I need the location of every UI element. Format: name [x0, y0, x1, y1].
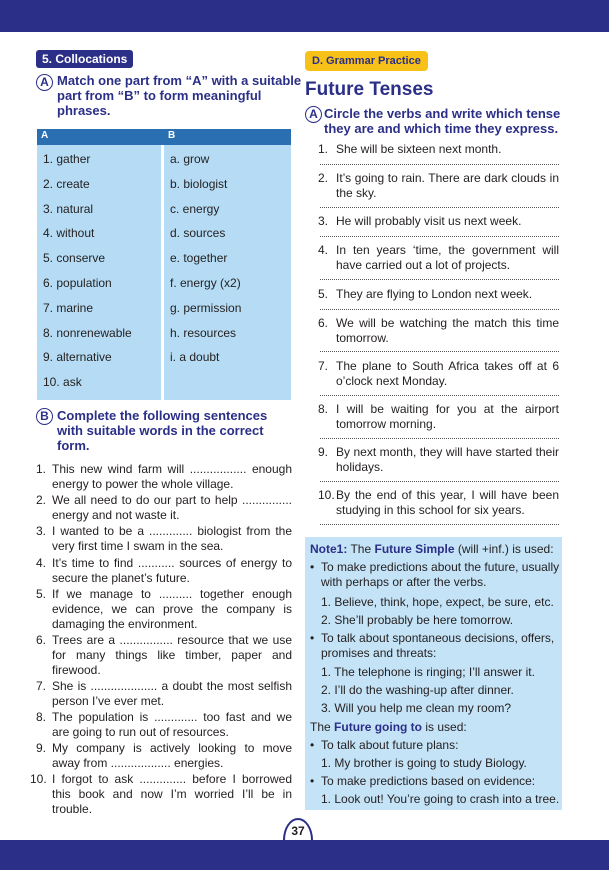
sentence-item — [36, 633, 292, 678]
table-cell-a: 2. create — [43, 176, 90, 191]
sentence-number: 3. — [36, 524, 47, 538]
collocations-label: 5. Collocations — [36, 50, 133, 68]
sentence-number: 10. — [30, 772, 47, 786]
sentence-line: damaging the environment. — [52, 617, 198, 631]
tense-item — [318, 142, 559, 157]
sentence-line: very first time I swam in the sea. — [52, 539, 224, 553]
collocations-table — [37, 129, 291, 400]
tense-item-number: 6. — [318, 316, 329, 330]
tense-item-number: 3. — [318, 214, 329, 228]
tense-item-line: I will be waiting for you at the airport — [336, 402, 559, 416]
page-number: 37 — [291, 824, 305, 838]
sentence-line: It’s time to find ........... sources of energy to — [52, 556, 292, 570]
tense-item-line: studying in this school for six years. — [336, 503, 525, 517]
sentence-line: We all need to do our part to help ............... — [52, 493, 292, 507]
exercise-b-instruction: Complete the following sentences with suitable words in the correct form. — [57, 408, 268, 453]
page-number-tab — [283, 818, 313, 840]
tense-item-line: have carried out a lot of projects. — [336, 258, 511, 272]
sentence-line: for many things like timber, paper and — [52, 648, 292, 662]
column-divider — [161, 145, 164, 400]
fs-example-4: 2. I’ll do the washing-up after dinner. — [321, 683, 514, 697]
table-cell-a: 4. without — [43, 226, 95, 241]
tense-item-number: 9. — [318, 445, 329, 459]
table-cell-b: d. sources — [170, 226, 226, 241]
sentence-line: If we manage to .......... together enough — [52, 587, 292, 601]
sentence-line: energy and not waste it. — [52, 508, 180, 522]
bullet-icon: • — [310, 738, 315, 752]
fs-bullet-2: To talk about spontaneous decisions, offers, promises and threats: — [321, 631, 555, 660]
sentence-item — [36, 741, 292, 771]
sentence-line: Trees are a ................ resource that we use — [52, 633, 292, 647]
bullet-icon: • — [310, 560, 315, 574]
exercise-b-letter: B — [36, 408, 53, 425]
table-cell-a: 1. gather — [43, 152, 91, 166]
going-to-heading: The Future going to is used: — [310, 720, 467, 734]
tense-item-line: We will be watching the match this time — [336, 316, 559, 330]
tense-item-line: The plane to South Africa takes off at 6 — [336, 359, 559, 373]
tense-item-line: By the end of this year, I will have been — [336, 488, 559, 502]
answer-line[interactable] — [320, 309, 559, 310]
answer-line[interactable] — [320, 351, 559, 352]
answer-line[interactable] — [320, 481, 559, 482]
tense-item-line: By next month, they will have started their — [336, 445, 559, 459]
tense-item-line: o’clock next Monday. — [336, 374, 448, 388]
tense-item-line: They are flying to London next week. — [336, 287, 533, 301]
column-b-header: B — [168, 130, 176, 141]
column-a-header: A — [41, 130, 49, 141]
sentence-line: I wanted to be a ............. biologist from the — [52, 524, 292, 538]
sentence-number: 6. — [36, 633, 47, 647]
answer-line[interactable] — [320, 438, 559, 439]
sentence-line: person I’ve ever met. — [52, 694, 165, 708]
tense-item-line: He will probably visit us next week. — [336, 214, 522, 228]
tense-item-number: 8. — [318, 402, 329, 416]
table-header — [37, 129, 291, 145]
tense-item — [318, 402, 559, 432]
answer-line[interactable] — [320, 524, 559, 525]
answer-line[interactable] — [320, 207, 559, 208]
answer-line[interactable] — [320, 279, 559, 280]
sentence-line: This new wind farm will ................. enough — [52, 462, 292, 476]
exercise-a-instruction: Match one part from “A” with a suitable part from “B” to form meaningful phrases. — [57, 73, 302, 118]
table-cell-b: c. energy — [170, 201, 220, 216]
table-cell-a: 5. conserve — [43, 251, 106, 266]
grammar-practice-label: D. Grammar Practice — [305, 51, 428, 71]
tense-item-line: tomorrow. — [336, 331, 389, 345]
table-cell-a: 6. population — [43, 276, 112, 290]
table-cell-a: 8. nonrenewable — [43, 325, 132, 340]
sentence-item — [30, 772, 292, 817]
table-cell-b: a. grow — [170, 152, 210, 166]
sentence-line: The population is ............. too fast and we — [52, 710, 292, 724]
tense-item-line: the sky. — [336, 186, 377, 200]
sentence-item — [36, 587, 292, 632]
fs-bullet-1: To make predictions about the future, usually with perhaps or after the verbs. — [321, 560, 560, 589]
note-box — [305, 537, 562, 810]
tense-item-number: 1. — [318, 142, 329, 156]
sentence-number: 8. — [36, 710, 47, 724]
table-cell-b: h. resources — [170, 325, 237, 340]
answer-line[interactable] — [320, 164, 559, 165]
table-cell-b: g. permission — [170, 300, 242, 315]
tense-item — [318, 171, 559, 201]
fs-example-2: 2. She’ll probably be here tomorrow. — [321, 613, 514, 627]
sentence-item — [36, 556, 292, 586]
tense-item — [318, 488, 559, 518]
tense-item-line: tomorrow morning. — [336, 417, 437, 431]
table-cell-b: b. biologist — [170, 176, 228, 191]
sentence-item — [36, 710, 292, 740]
tense-item-number: 4. — [318, 243, 329, 257]
fs-example-3: 1. The telephone is ringing; I’ll answer it. — [321, 665, 535, 679]
sentence-number: 2. — [36, 493, 47, 507]
sentence-line: away from .................. energies. — [52, 756, 224, 770]
sentence-line: trouble. — [52, 802, 93, 816]
sentence-line: firewood. — [52, 663, 101, 677]
fg-example-1: 1. My brother is going to study Biology. — [321, 756, 527, 770]
tense-item-number: 10. — [318, 488, 335, 502]
tense-item — [318, 445, 559, 475]
sentence-line: are going to run out of resources. — [52, 725, 229, 739]
tense-item — [318, 359, 559, 389]
table-cell-b: e. together — [170, 251, 228, 266]
note-heading: Note1: The Future Simple (will +inf.) is used: — [310, 542, 554, 556]
sentence-line: energy to power the whole village. — [52, 477, 234, 491]
sentence-line: secure the planet’s future. — [52, 571, 190, 585]
tense-item-number: 2. — [318, 171, 329, 185]
sentence-number: 7. — [36, 679, 47, 693]
sentence-number: 9. — [36, 741, 47, 755]
bottom-banner — [0, 840, 609, 870]
top-banner — [0, 0, 609, 32]
table-cell-a: 3. natural — [43, 201, 94, 216]
tense-item-number: 5. — [318, 287, 329, 301]
tense-item — [318, 214, 559, 229]
sentence-line: this book and now I’m worried I’ll be in — [52, 787, 292, 801]
tense-item — [318, 287, 559, 302]
bullet-icon: • — [310, 774, 315, 788]
tense-item-number: 7. — [318, 359, 329, 373]
exercise-d-a-letter: A — [305, 106, 322, 123]
answer-line[interactable] — [320, 395, 559, 396]
answer-line[interactable] — [320, 236, 559, 237]
sentence-line: She is .................... a doubt the most selfish — [52, 679, 292, 693]
bullet-icon: • — [310, 631, 315, 645]
table-cell-b: f. energy (x2) — [170, 276, 241, 290]
sentence-number: 5. — [36, 587, 47, 601]
exercise-d-a-instruction: Circle the verbs and write which tense they are and which time they express. — [324, 106, 561, 136]
sentence-number: 1. — [36, 462, 47, 476]
exercise-a-letter: A — [36, 74, 53, 91]
sentence-item — [36, 462, 292, 492]
table-cell-a: 7. marine — [43, 300, 94, 315]
tense-item — [318, 243, 559, 273]
sentence-item — [36, 493, 292, 523]
tense-item-line: holidays. — [336, 460, 384, 474]
sentence-number: 4. — [36, 556, 47, 570]
sentence-line: My company is actively looking to move — [52, 741, 292, 755]
fs-example-1: 1. Believe, think, hope, expect, be sure, etc. — [321, 595, 554, 609]
table-cell-b: i. a doubt — [170, 350, 220, 365]
table-cell-a: 9. alternative — [43, 350, 112, 365]
tense-item-line: It’s going to rain. There are dark clouds in — [336, 171, 559, 185]
fs-example-5: 3. Will you help me clean my room? — [321, 701, 512, 715]
fg-bullet-1: To talk about future plans: — [321, 738, 459, 752]
tense-item-line: She will be sixteen next month. — [336, 142, 502, 156]
fg-bullet-2: To make predictions based on evidence: — [321, 774, 536, 788]
page-title: Future Tenses — [305, 79, 434, 100]
sentence-line: evidence, we can prove the company is — [52, 602, 292, 616]
table-cell-a: 10. ask — [43, 375, 82, 390]
tense-item — [318, 316, 559, 346]
fg-example-2: 1. Look out! You’re going to crash into a tree. — [321, 792, 560, 806]
tense-item-line: In ten years ‘time, the government will — [336, 243, 559, 257]
sentence-line: I forgot to ask .............. before I borrowed — [52, 772, 292, 786]
sentence-item — [36, 679, 292, 709]
sentence-item — [36, 524, 292, 554]
